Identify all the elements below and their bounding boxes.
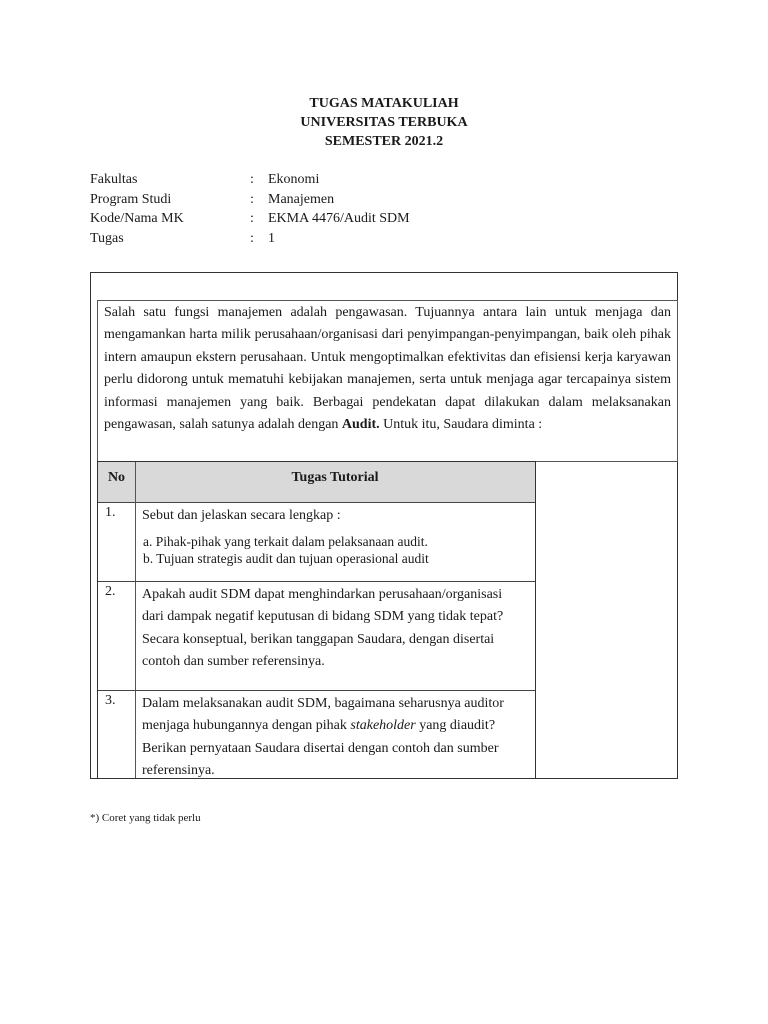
info-separator: : [250, 191, 254, 207]
column-header-tugas: Tugas Tutorial [291, 470, 379, 485]
row-content [142, 693, 527, 783]
table-header [98, 462, 535, 503]
info-value: 1 [268, 230, 275, 246]
row-number: 3. [105, 693, 116, 708]
title-line-3: SEMESTER 2021.2 [324, 134, 444, 149]
row-text: Dalam melaksanakan audit SDM, bagaimana seharusnya auditor menjaga hubungannya dengan pihak [142, 696, 504, 734]
sub-item-b: b. Tujuan strategis audit dan tujuan operasional audit [143, 551, 429, 567]
document-title [0, 94, 768, 151]
row-text-end: yang diaudit? Berikan pernyataan Saudara disertai dengan contoh dan sumber referensinya. [142, 718, 499, 779]
row-text: Sebut dan jelaskan secara lengkap : [142, 508, 341, 523]
sub-list [142, 533, 527, 567]
intro-bold-term: Audit. [341, 417, 380, 433]
footnote: *) Coret yang tidak perlu [90, 812, 201, 824]
column-header-no: No [107, 470, 126, 485]
task-table [97, 461, 536, 779]
row-content [142, 584, 527, 674]
info-separator: : [250, 230, 254, 246]
info-separator: : [250, 172, 254, 187]
info-label: Program Studi [90, 191, 172, 207]
info-value: Ekonomi [268, 172, 320, 187]
row-number: 1. [105, 505, 116, 520]
info-label: Tugas [90, 230, 124, 246]
table-row [98, 691, 535, 778]
table-row [98, 503, 535, 582]
title-line-1: TUGAS MATAKULIAH [309, 96, 459, 111]
row-text: Apakah audit SDM dapat menghindarkan perusahaan/organisasi dari dampak negatif keputusan di bidang SDM yang tidak tepat? [142, 587, 504, 625]
row-number: 2. [105, 584, 116, 599]
intro-text-end: Untuk itu, Saudara diminta : [379, 417, 543, 433]
info-label: Kode/Nama MK [90, 211, 184, 226]
info-value: EKMA 4476/Audit SDM [268, 211, 410, 226]
intro-text: Salah satu fungsi manajemen adalah pengawasan. Tujuannya antara lain untuk menjaga dan mengamankan harta milik perusahaan/organisasi dari penyimpangan-penyimpangan, baik oleh pihak intern amaupun ekstern perusahaan. Untuk mengoptimalkan efektivitas dan efisiensi kerja karyawan perlu didorong untuk mematuhi kebijakan manajemen, serta untuk menjaga agar tercapainya sistem informasi manajemen yang baik. Berbagai pendekatan dapat dilakukan dalam melaksanakan pengawasan, salah satunya adalah dengan [104, 305, 671, 433]
info-label: Fakultas [90, 172, 138, 187]
table-row [98, 582, 535, 691]
row-italic-term: stakeholder [350, 718, 416, 734]
row-content [142, 505, 527, 567]
info-separator: : [250, 211, 254, 226]
sub-item-a: a. Pihak-pihak yang terkait dalam pelaksanaan audit. [143, 534, 428, 550]
title-line-2: UNIVERSITAS TERBUKA [300, 115, 468, 130]
intro-paragraph [97, 300, 678, 462]
row-text-2: Secara konseptual, berikan tanggapan Saudara, dengan disertai contoh dan sumber referensinya. [142, 631, 495, 670]
info-value: Manajemen [268, 191, 335, 207]
